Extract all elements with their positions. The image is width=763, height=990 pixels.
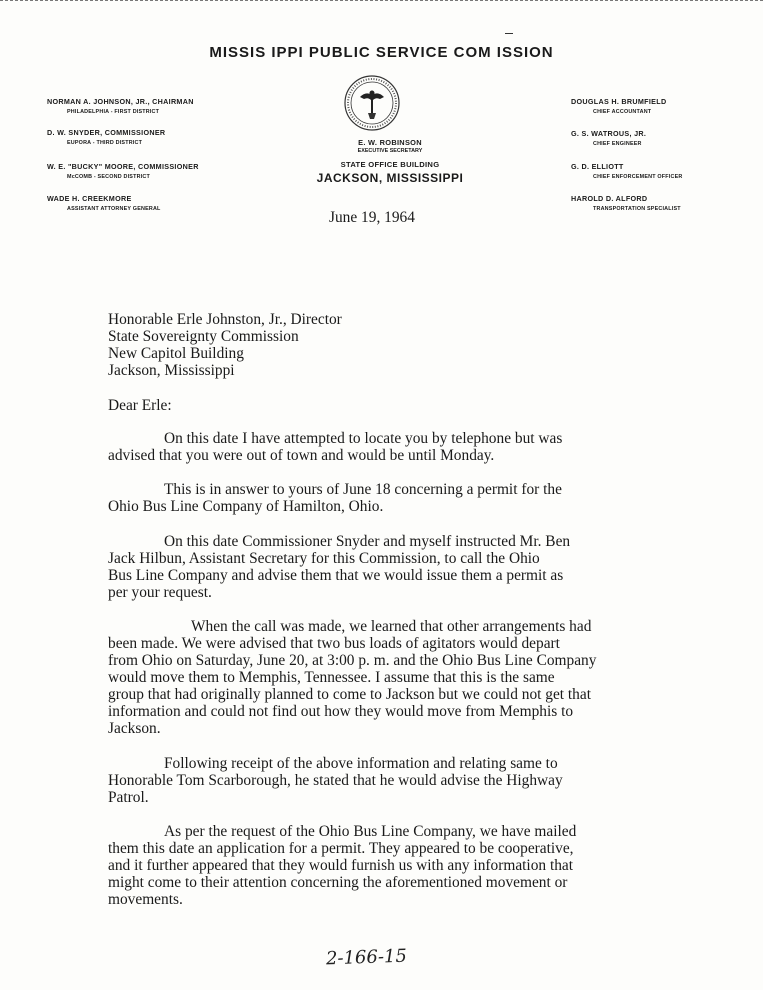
paragraph-line: This is in answer to yours of June 18 concerning a permit for the bbox=[164, 481, 562, 498]
official-name: W. E. "BUCKY" MOORE, COMMISSIONER bbox=[47, 162, 199, 171]
official-name: WADE H. CREEKMORE bbox=[47, 194, 132, 203]
paragraph-line: Jackson. bbox=[108, 720, 161, 737]
paragraph-line: per your request. bbox=[108, 584, 212, 601]
paragraph bbox=[108, 533, 570, 601]
official-name: G. D. ELLIOTT bbox=[571, 162, 624, 171]
paragraph bbox=[108, 430, 562, 464]
paragraph-line: As per the request of the Ohio Bus Line Company, we have mailed bbox=[164, 823, 577, 840]
paragraph bbox=[108, 755, 563, 806]
address-line: Honorable Erle Johnston, Jr., Director bbox=[108, 311, 342, 328]
official-detail: TRANSPORTATION SPECIALIST bbox=[593, 206, 681, 212]
top-perforation-edge bbox=[0, 0, 763, 5]
paragraph-line: Patrol. bbox=[108, 789, 149, 806]
paragraph-line: information and could not find out how they would move from Memphis to bbox=[108, 703, 574, 720]
paragraph-line: On this date Commissioner Snyder and myself instructed Mr. Ben bbox=[164, 533, 571, 550]
paragraph bbox=[108, 481, 562, 515]
official-name: G. S. WATROUS, JR. bbox=[571, 129, 647, 138]
office-city: JACKSON, MISSISSIPPI bbox=[316, 171, 464, 186]
paragraph-line: them this date an application for a permit. They appeared to be cooperative, bbox=[108, 840, 574, 857]
paragraph-line: from Ohio on Saturday, June 20, at 3:00 p. m. and the Ohio Bus Line Company bbox=[108, 652, 597, 669]
paragraph-line: group that had originally planned to come to Jackson but we could not get that bbox=[108, 686, 591, 703]
paragraph-line: On this date I have attempted to locate you by telephone but was bbox=[164, 430, 563, 447]
paragraph-line: might come to their attention concerning the aforementioned movement or bbox=[108, 874, 568, 891]
paragraph-line: Jack Hilbun, Assistant Secretary for this Commission, to call the Ohio bbox=[108, 550, 540, 567]
letter-date: June 19, 1964 bbox=[329, 209, 415, 226]
executive-secretary-title: EXECUTIVE SECRETARY bbox=[357, 148, 423, 155]
recipient-address bbox=[108, 311, 342, 379]
official-detail: PHILADELPHIA - FIRST DISTRICT bbox=[67, 109, 160, 115]
address-line: New Capitol Building bbox=[108, 345, 244, 362]
address-line: Jackson, Mississippi bbox=[108, 362, 235, 379]
paragraph-line: advised that you were out of town and would be until Monday. bbox=[108, 447, 495, 464]
paragraph-line: would move them to Memphis, Tennessee. I assume that this is the same bbox=[108, 669, 555, 686]
paragraph-line: Honorable Tom Scarborough, he stated that he would advise the Highway bbox=[108, 772, 563, 789]
paragraph-line: movements. bbox=[108, 891, 183, 908]
executive-secretary-name: E. W. ROBINSON bbox=[358, 138, 422, 147]
official-name: NORMAN A. JOHNSON, JR., CHAIRMAN bbox=[47, 97, 194, 106]
paragraph-line: been made. We were advised that two bus loads of agitators would depart bbox=[108, 635, 560, 652]
official-name: DOUGLAS H. BRUMFIELD bbox=[571, 97, 667, 106]
paragraph-line: and it further appeared that they would furnish us with any information that bbox=[108, 857, 574, 874]
official-name: HAROLD D. ALFORD bbox=[571, 194, 648, 203]
salutation: Dear Erle: bbox=[108, 397, 172, 414]
office-building: STATE OFFICE BUILDING bbox=[340, 159, 440, 169]
official-detail: McCOMB - SECOND DISTRICT bbox=[67, 174, 150, 180]
address-line: State Sovereignty Commission bbox=[108, 328, 299, 345]
paragraph-line: When the call was made, we learned that other arrangements had bbox=[191, 618, 592, 635]
official-detail: CHIEF ENFORCEMENT OFFICER bbox=[593, 174, 683, 180]
paragraph-line: Following receipt of the above information and relating same to bbox=[164, 755, 558, 772]
handwritten-file-number: 2-166-15 bbox=[325, 945, 408, 970]
official-detail: CHIEF ACCOUNTANT bbox=[593, 109, 652, 115]
letterhead-title: MISSIS IPPI PUBLIC SERVICE COM ISSION bbox=[209, 44, 554, 61]
stray-mark bbox=[505, 33, 513, 34]
paragraph bbox=[108, 823, 576, 908]
official-name: D. W. SNYDER, COMMISSIONER bbox=[47, 128, 166, 137]
paragraph-line: Ohio Bus Line Company of Hamilton, Ohio. bbox=[108, 498, 384, 515]
official-detail: CHIEF ENGINEER bbox=[593, 141, 642, 147]
state-seal-icon bbox=[342, 73, 402, 133]
paragraph-line: Bus Line Company and advise them that we would issue them a permit as bbox=[108, 567, 564, 584]
official-detail: ASSISTANT ATTORNEY GENERAL bbox=[67, 206, 161, 212]
paragraph bbox=[108, 618, 596, 737]
official-detail: EUPORA - THIRD DISTRICT bbox=[67, 140, 143, 146]
